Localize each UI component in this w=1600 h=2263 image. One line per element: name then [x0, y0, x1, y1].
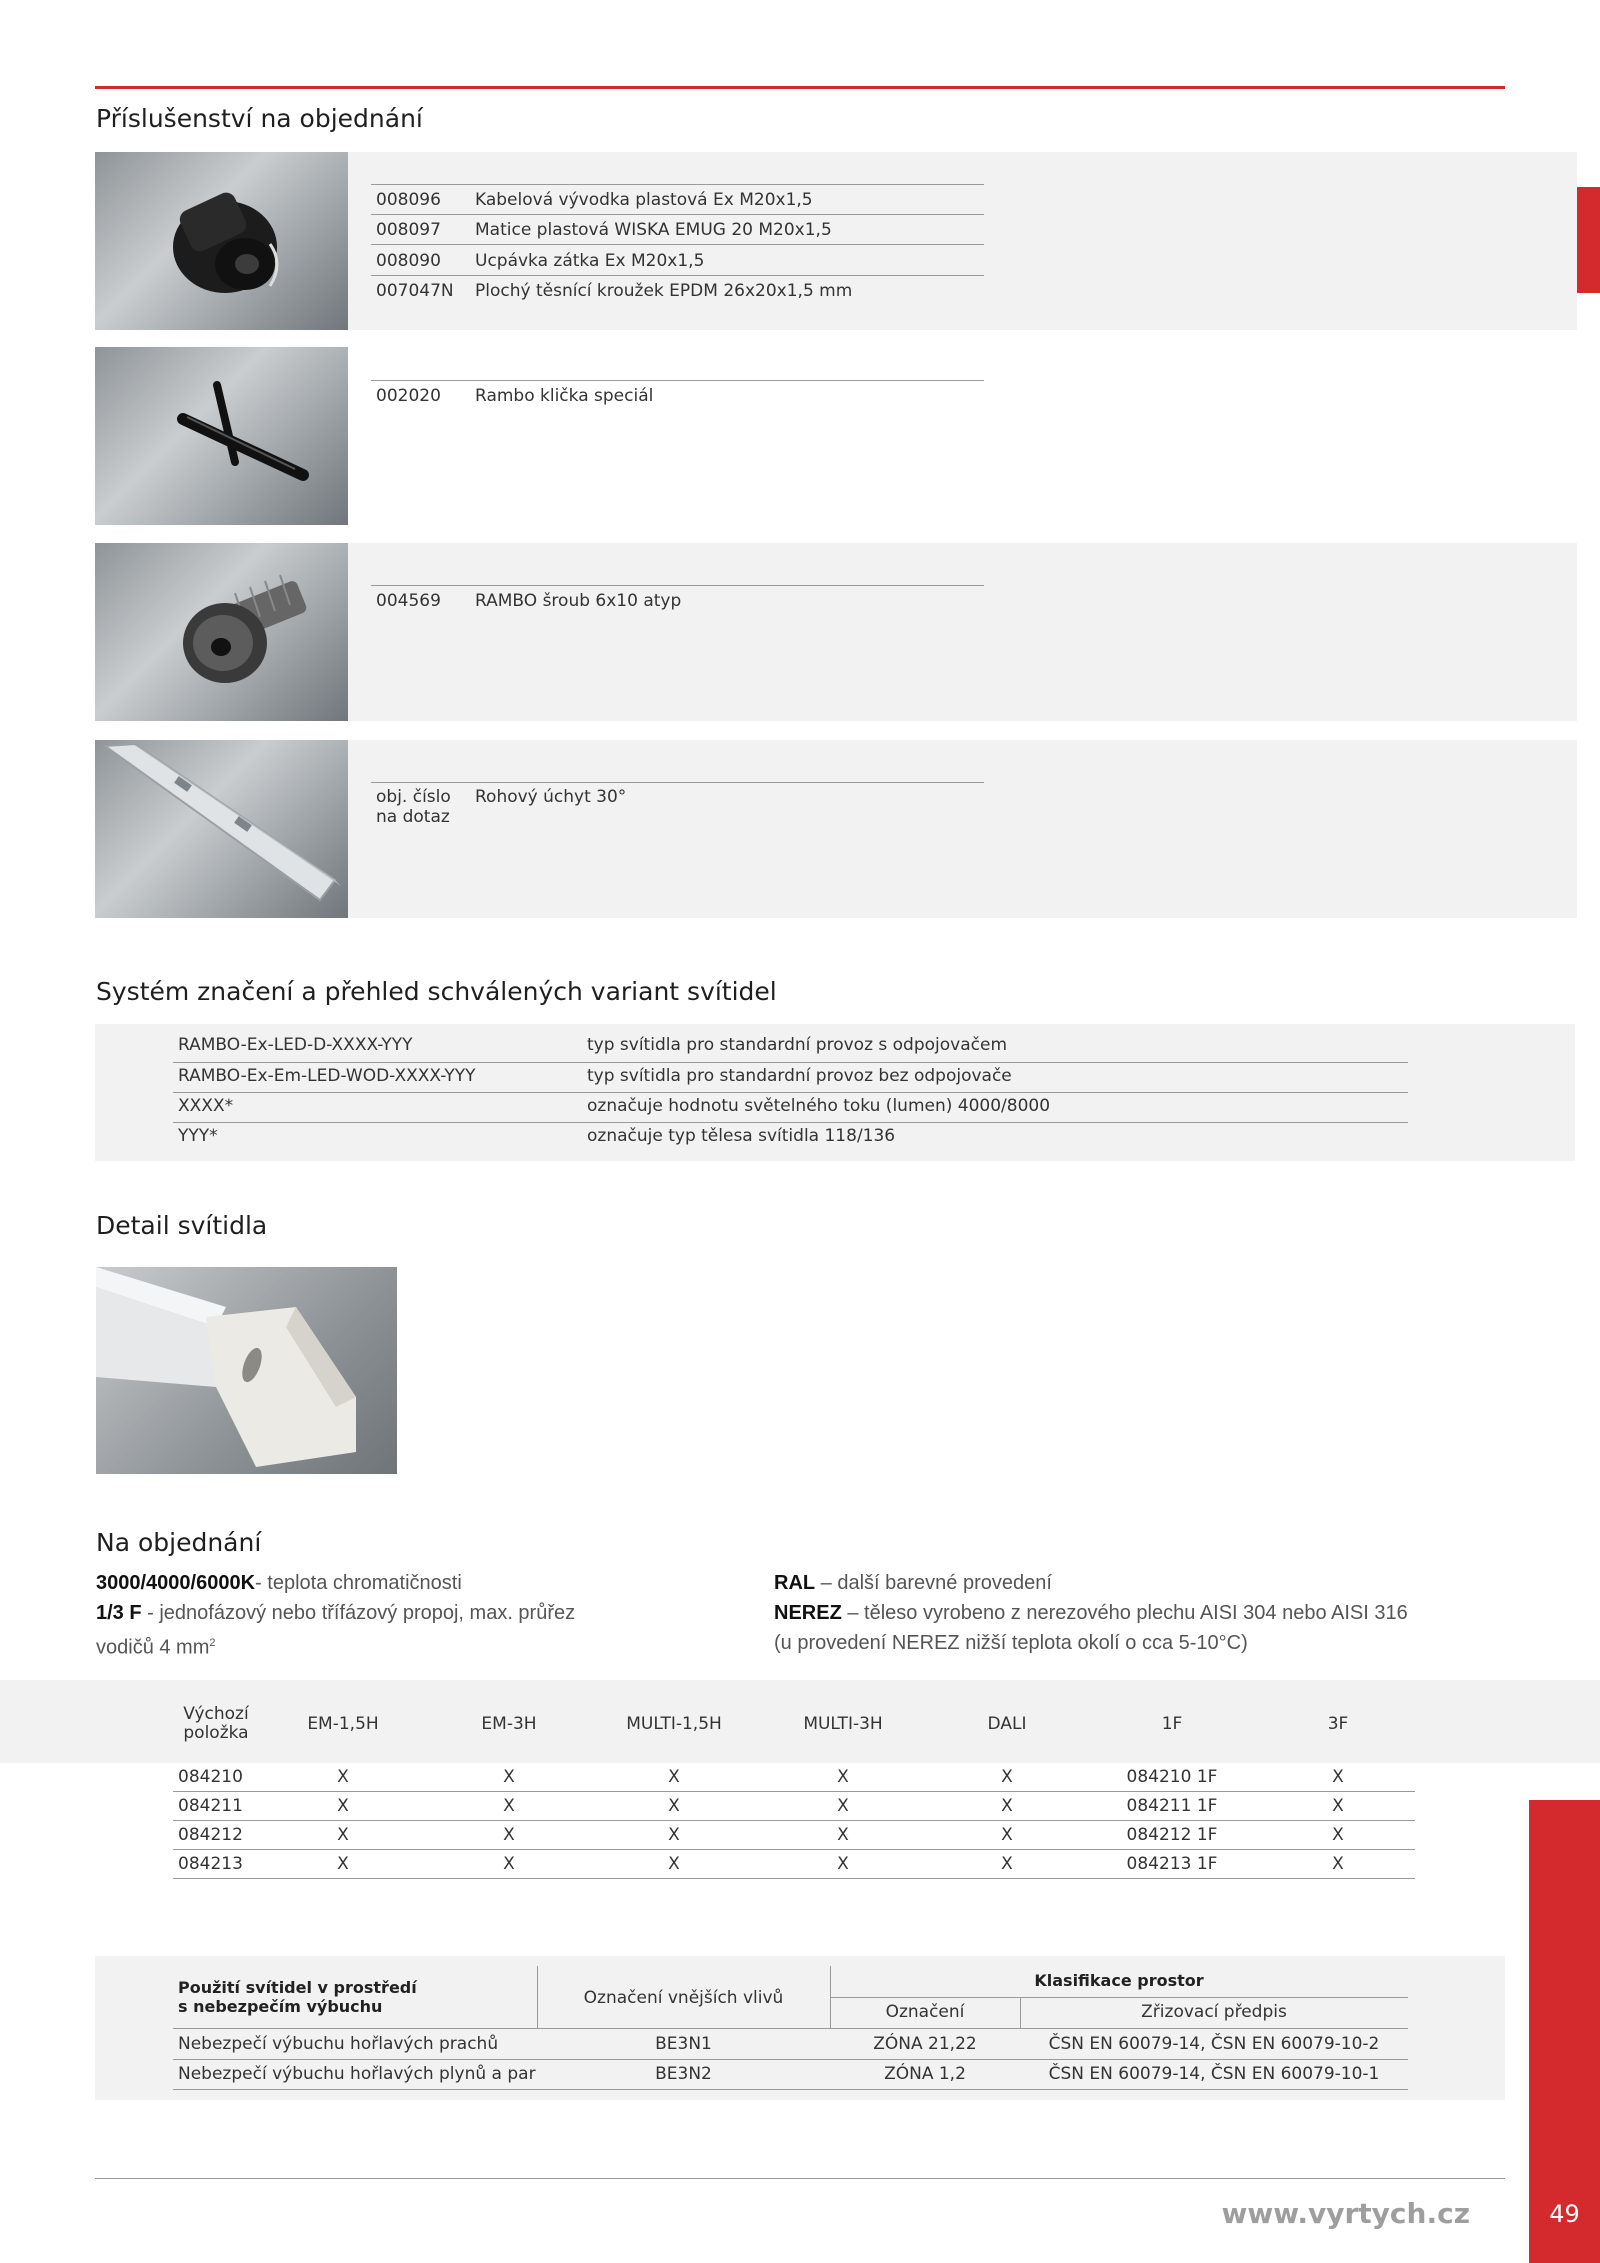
variant-cell: X [337, 1825, 349, 1845]
order-line: (u provedení NEREZ nižší teplota okolí o cca 5-10°C) [774, 1632, 1248, 1654]
variant-cell: X [1332, 1767, 1344, 1787]
variants-header: DALI [987, 1714, 1027, 1734]
variant-cell: 084211 1F [1126, 1796, 1218, 1816]
classification-col1-header: Použití svítidel v prostředí s nebezpečím výbuchu [178, 1978, 417, 2016]
variants-header: MULTI-3H [803, 1714, 883, 1734]
marking-name: XXXX* [178, 1096, 234, 1116]
item-desc: Rambo klička speciál [475, 386, 654, 406]
variant-row-divider [173, 1878, 1415, 1879]
variant-cell: X [837, 1767, 849, 1787]
variant-cell: X [1001, 1767, 1013, 1787]
variant-cell: X [337, 1796, 349, 1816]
item-code: 002020 [376, 386, 441, 406]
item-desc: RAMBO šroub 6x10 atyp [475, 591, 682, 611]
variant-row-divider [173, 1791, 1415, 1792]
variant-cell: X [1001, 1796, 1013, 1816]
variant-cell: X [503, 1767, 515, 1787]
variant-code: 084213 [178, 1854, 243, 1874]
order-line: RAL – další barevné provedení [774, 1572, 1052, 1594]
variant-row-divider [173, 1820, 1415, 1821]
detail-title: Detail svítidla [96, 1211, 268, 1240]
variant-cell: X [337, 1767, 349, 1787]
marking-name: RAMBO-Ex-Em-LED-WOD-XXXX-YYY [178, 1066, 476, 1086]
variant-cell: X [503, 1796, 515, 1816]
variant-cell: X [668, 1854, 680, 1874]
item-desc: Rohový úchyt 30° [475, 787, 627, 807]
classification-cell: Nebezpečí výbuchu hořlavých plynů a par [178, 2064, 536, 2084]
variant-cell: X [668, 1825, 680, 1845]
variant-cell: X [337, 1854, 349, 1874]
side-tab-bottom [1529, 1800, 1600, 2263]
marking-desc: typ svítidla pro standardní provoz s odpojovačem [587, 1035, 1008, 1055]
variant-cell: X [1332, 1796, 1344, 1816]
footer-rule [95, 2178, 1505, 2179]
variant-code: 084210 [178, 1767, 243, 1787]
variant-cell: X [503, 1825, 515, 1845]
item-code: 008090 [376, 251, 441, 271]
item-desc: Ucpávka zátka Ex M20x1,5 [475, 251, 705, 271]
variants-header: 3F [1327, 1714, 1349, 1734]
accessories-title: Příslušenství na objednání [96, 104, 423, 133]
variants-header: EM-3H [481, 1714, 537, 1734]
order-line: 1/3 F - jednofázový nebo třífázový propoj, max. průřez [96, 1602, 576, 1624]
classification-cell: BE3N2 [655, 2064, 712, 2084]
item-code: 008096 [376, 190, 441, 210]
order-line: vodičů 4 $mm^2$ [96, 1636, 216, 1659]
classification-cell: Nebezpečí výbuchu hořlavých prachů [178, 2034, 499, 2054]
order-right [774, 1568, 1514, 1658]
variant-cell: X [837, 1796, 849, 1816]
variant-row-divider [173, 1849, 1415, 1850]
variant-code: 084211 [178, 1796, 243, 1816]
order-line: NEREZ – těleso vyrobeno z nerezového plechu AISI 304 nebo AISI 316 [774, 1602, 1408, 1624]
order-title: Na objednání [96, 1528, 262, 1557]
marking-title: Systém značení a přehled schválených variant svítidel [96, 977, 777, 1006]
item-desc: Kabelová vývodka plastová Ex M20x1,5 [475, 190, 813, 210]
variant-cell: X [668, 1796, 680, 1816]
variant-cell: X [1001, 1825, 1013, 1845]
marking-name: YYY* [178, 1126, 218, 1146]
classification-col2-header: Označení vnějších vlivů [583, 1988, 784, 2008]
variant-cell: 084210 1F [1126, 1767, 1218, 1787]
variant-code: 084212 [178, 1825, 243, 1845]
variant-cell: X [1332, 1825, 1344, 1845]
variant-cell: 084213 1F [1126, 1854, 1218, 1874]
item-desc: Matice plastová WISKA EMUG 20 M20x1,5 [475, 220, 832, 240]
classification-cell: ZÓNA 1,2 [884, 2064, 966, 2084]
item-desc: Plochý těsnící kroužek EPDM 26x20x1,5 mm [475, 281, 853, 301]
luminaire-detail-image [96, 1267, 397, 1474]
variant-cell: X [1332, 1854, 1344, 1874]
classification-sub-header: Označení [885, 2002, 965, 2022]
classification-cell: ZÓNA 21,22 [873, 2034, 977, 2054]
variant-cell: X [503, 1854, 515, 1874]
variants-header: EM-1,5H [307, 1714, 379, 1734]
variants-header: MULTI-1,5H [626, 1714, 722, 1734]
page-number: 49 [1549, 2200, 1580, 2228]
screw-image [95, 543, 348, 721]
variant-cell: X [837, 1825, 849, 1845]
order-line: 3000/4000/6000K- teplota chromatičnosti [96, 1572, 462, 1594]
variant-cell: 084212 1F [1126, 1825, 1218, 1845]
variants-header: Výchozí položka [183, 1704, 249, 1743]
classification-table [173, 1966, 1408, 2090]
marking-desc: označuje hodnotu světelného toku (lumen) 4000/8000 [587, 1096, 1051, 1116]
classification-sub-header: Zřizovací předpis [1141, 2002, 1287, 2022]
key-image [95, 347, 348, 525]
top-rule [95, 86, 1505, 89]
classification-cell: ČSN EN 60079-14, ČSN EN 60079-10-2 [1048, 2034, 1380, 2054]
variant-cell: X [1001, 1854, 1013, 1874]
item-code: obj. číslo na dotaz [376, 787, 451, 827]
footer-url[interactable]: www.vyrtych.cz [1221, 2197, 1470, 2230]
bracket-image [95, 740, 348, 918]
variant-cell: X [668, 1767, 680, 1787]
item-code: 004569 [376, 591, 441, 611]
variant-cell: X [837, 1854, 849, 1874]
classification-group-header: Klasifikace prostor [1034, 1971, 1204, 1990]
item-code: 007047N [376, 281, 454, 301]
variants-header: 1F [1161, 1714, 1183, 1734]
order-left [96, 1568, 736, 1663]
marking-desc: typ svítidla pro standardní provoz bez odpojovače [587, 1066, 1012, 1086]
marking-name: RAMBO-Ex-LED-D-XXXX-YYY [178, 1035, 413, 1055]
classification-cell: ČSN EN 60079-14, ČSN EN 60079-10-1 [1048, 2064, 1380, 2084]
cable-gland-image [95, 152, 348, 330]
marking-desc: označuje typ tělesa svítidla 118/136 [587, 1126, 896, 1146]
item-code: 008097 [376, 220, 441, 240]
classification-cell: BE3N1 [655, 2034, 712, 2054]
